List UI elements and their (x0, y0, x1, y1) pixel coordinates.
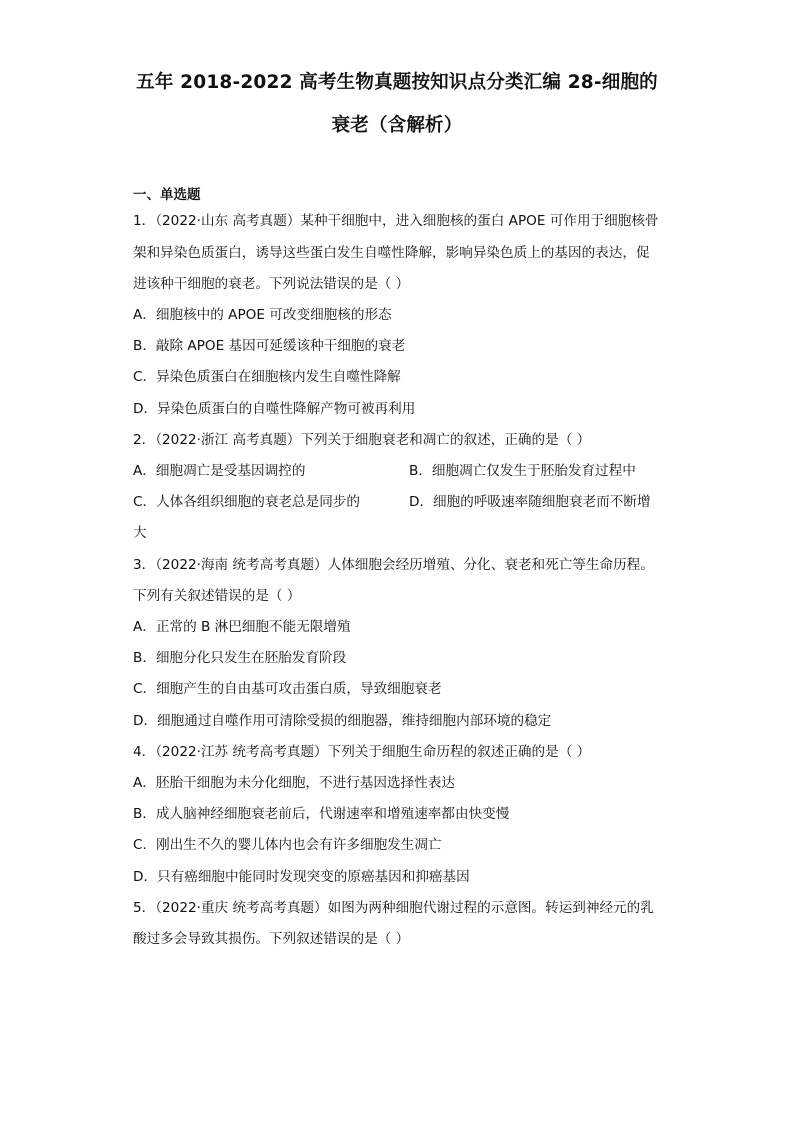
document-title-line-2: 衰老（含解析） (331, 115, 463, 136)
document-title-line-1: 五年 2018-2022 高考生物真题按知识点分类汇编 28-细胞的 (136, 72, 658, 93)
q2-option-a: A．细胞凋亡是受基因调控的 (133, 463, 306, 479)
q4-option-b: B．成人脑神经细胞衰老前后，代谢速率和增殖速率都由快变慢 (133, 806, 510, 822)
q4-stem: 4．（2022·江苏 统考高考真题）下列关于细胞生命历程的叙述正确的是（ ） (133, 744, 591, 760)
q1-stem-line-1: 1．（2022·山东 高考真题）某种干细胞中，进入细胞核的蛋白 APOE 可作用于细胞核骨 (133, 213, 659, 229)
q1-stem-line-3: 进该种干细胞的衰老。下列说法错误的是（ ） (133, 276, 410, 292)
q2-option-d-continued: 大 (133, 525, 147, 541)
q3-option-c: C．细胞产生的自由基可攻击蛋白质，导致细胞衰老 (133, 681, 442, 697)
q5-stem-line-1: 5．（2022·重庆 统考高考真题）如图为两种细胞代谢过程的示意图。转运到神经元的乳 (133, 900, 654, 916)
q2-option-d: D．细胞的呼吸速率随细胞衰老而不断增 (409, 494, 651, 510)
q1-option-b: B．敲除 APOE 基因可延缓该种干细胞的衰老 (133, 338, 406, 354)
q5-stem-line-2: 酸过多会导致其损伤。下列叙述错误的是（ ） (133, 931, 410, 947)
q2-stem: 2．（2022·浙江 高考真题）下列关于细胞衰老和凋亡的叙述，正确的是（ ） (133, 432, 591, 448)
q2-option-b: B．细胞凋亡仅发生于胚胎发育过程中 (409, 463, 636, 479)
q4-option-d: D．只有癌细胞中能同时发现突变的原癌基因和抑癌基因 (133, 869, 470, 885)
q1-option-a: A．细胞核中的 APOE 可改变细胞核的形态 (133, 307, 392, 323)
q3-stem-line-2: 下列有关叙述错误的是（ ） (133, 588, 301, 604)
q1-option-c: C．异染色质蛋白在细胞核内发生自噬性降解 (133, 369, 401, 385)
q2-option-c: C．人体各组织细胞的衰老总是同步的 (133, 494, 360, 510)
section-heading: 一、单选题 (133, 187, 201, 203)
q1-option-d: D．异染色质蛋白的自噬性降解产物可被再利用 (133, 401, 416, 417)
q1-stem-line-2: 架和异染色质蛋白，诱导这些蛋白发生自噬性降解，影响异染色质上的基因的表达，促 (133, 245, 650, 261)
q3-option-d: D．细胞通过自噬作用可清除受损的细胞器，维持细胞内部环境的稳定 (133, 713, 552, 729)
q4-option-a: A．胚胎干细胞为未分化细胞，不进行基因选择性表达 (133, 775, 455, 791)
q3-option-a: A．正常的 B 淋巴细胞不能无限增殖 (133, 619, 351, 635)
q4-option-c: C．刚出生不久的婴儿体内也会有许多细胞发生凋亡 (133, 837, 442, 853)
q3-option-b: B．细胞分化只发生在胚胎发育阶段 (133, 650, 347, 666)
q3-stem-line-1: 3．（2022·海南 统考高考真题）人体细胞会经历增殖、分化、衰老和死亡等生命历程。 (133, 557, 654, 573)
